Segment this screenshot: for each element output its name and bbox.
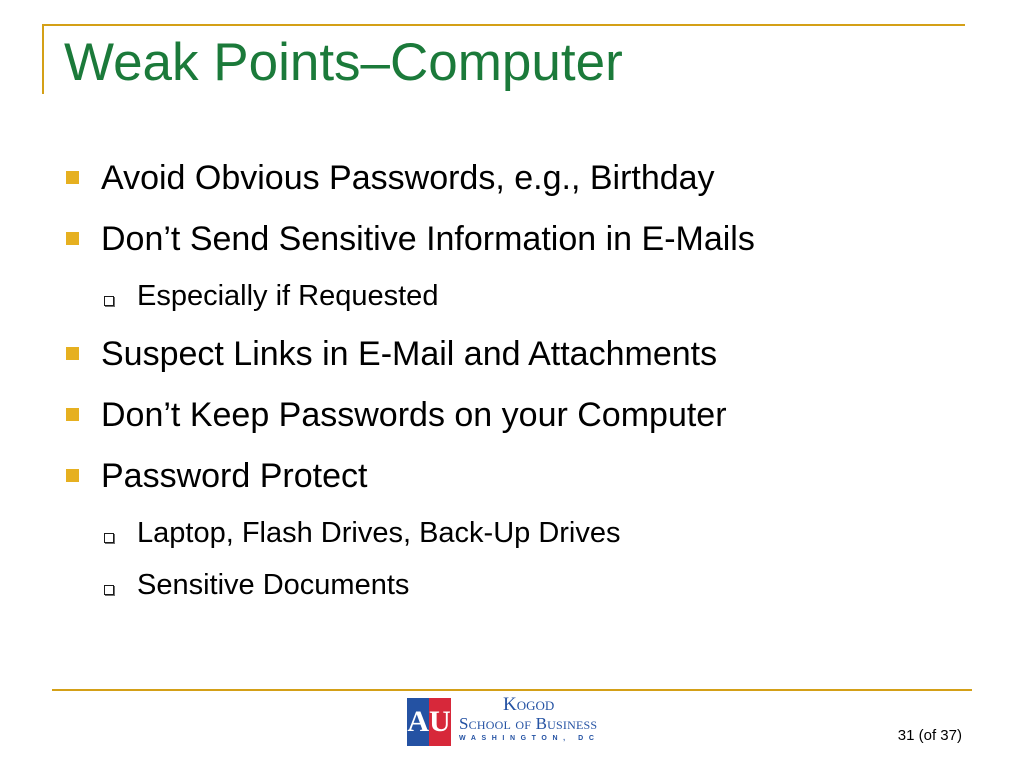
bullet-text: Don’t Keep Passwords on your Computer bbox=[101, 396, 727, 434]
sub-bullet-item bbox=[137, 568, 409, 602]
slide-title: Weak Points–Computer bbox=[64, 33, 623, 92]
square-bullet-icon bbox=[66, 232, 79, 245]
square-bullet-icon bbox=[66, 408, 79, 421]
hollow-box-bullet-icon bbox=[104, 296, 114, 306]
left-accent-line bbox=[42, 24, 44, 94]
logo-location-text: WASHINGTON, DC bbox=[459, 735, 600, 742]
square-bullet-icon bbox=[66, 171, 79, 184]
au-monogram-icon bbox=[407, 698, 451, 746]
au-monogram-letters: AU bbox=[407, 705, 451, 738]
hollow-box-bullet-icon bbox=[104, 585, 114, 595]
kogod-school-logo bbox=[402, 692, 606, 750]
bullet-item bbox=[101, 334, 717, 374]
sub-bullet-item bbox=[137, 279, 438, 313]
bullet-text: Password Protect bbox=[101, 457, 368, 495]
sub-bullet-item bbox=[137, 516, 621, 550]
square-bullet-icon bbox=[66, 347, 79, 360]
bullet-text: Suspect Links in E-Mail and Attachments bbox=[101, 335, 718, 373]
bullet-text: Don’t Send Sensitive Information in E-Mails bbox=[101, 220, 755, 258]
square-bullet-icon bbox=[66, 469, 79, 482]
bullet-item bbox=[101, 158, 715, 198]
logo-kogod-text: Kogod bbox=[503, 694, 555, 715]
logo-school-text: School of Business bbox=[459, 714, 598, 733]
bullet-item bbox=[101, 395, 727, 435]
sub-bullet-text: Laptop, Flash Drives, Back-Up Drives bbox=[137, 517, 621, 549]
hollow-box-bullet-icon bbox=[104, 533, 114, 543]
footer-accent-line bbox=[52, 689, 972, 691]
page-number: 31 (of 37) bbox=[897, 727, 962, 744]
top-accent-line bbox=[42, 24, 965, 26]
bullet-item bbox=[101, 219, 755, 259]
sub-bullet-text: Sensitive Documents bbox=[137, 569, 410, 601]
bullet-text: Avoid Obvious Passwords, e.g., Birthday bbox=[101, 159, 715, 197]
sub-bullet-text: Especially if Requested bbox=[137, 280, 439, 312]
bullet-item bbox=[101, 456, 367, 496]
